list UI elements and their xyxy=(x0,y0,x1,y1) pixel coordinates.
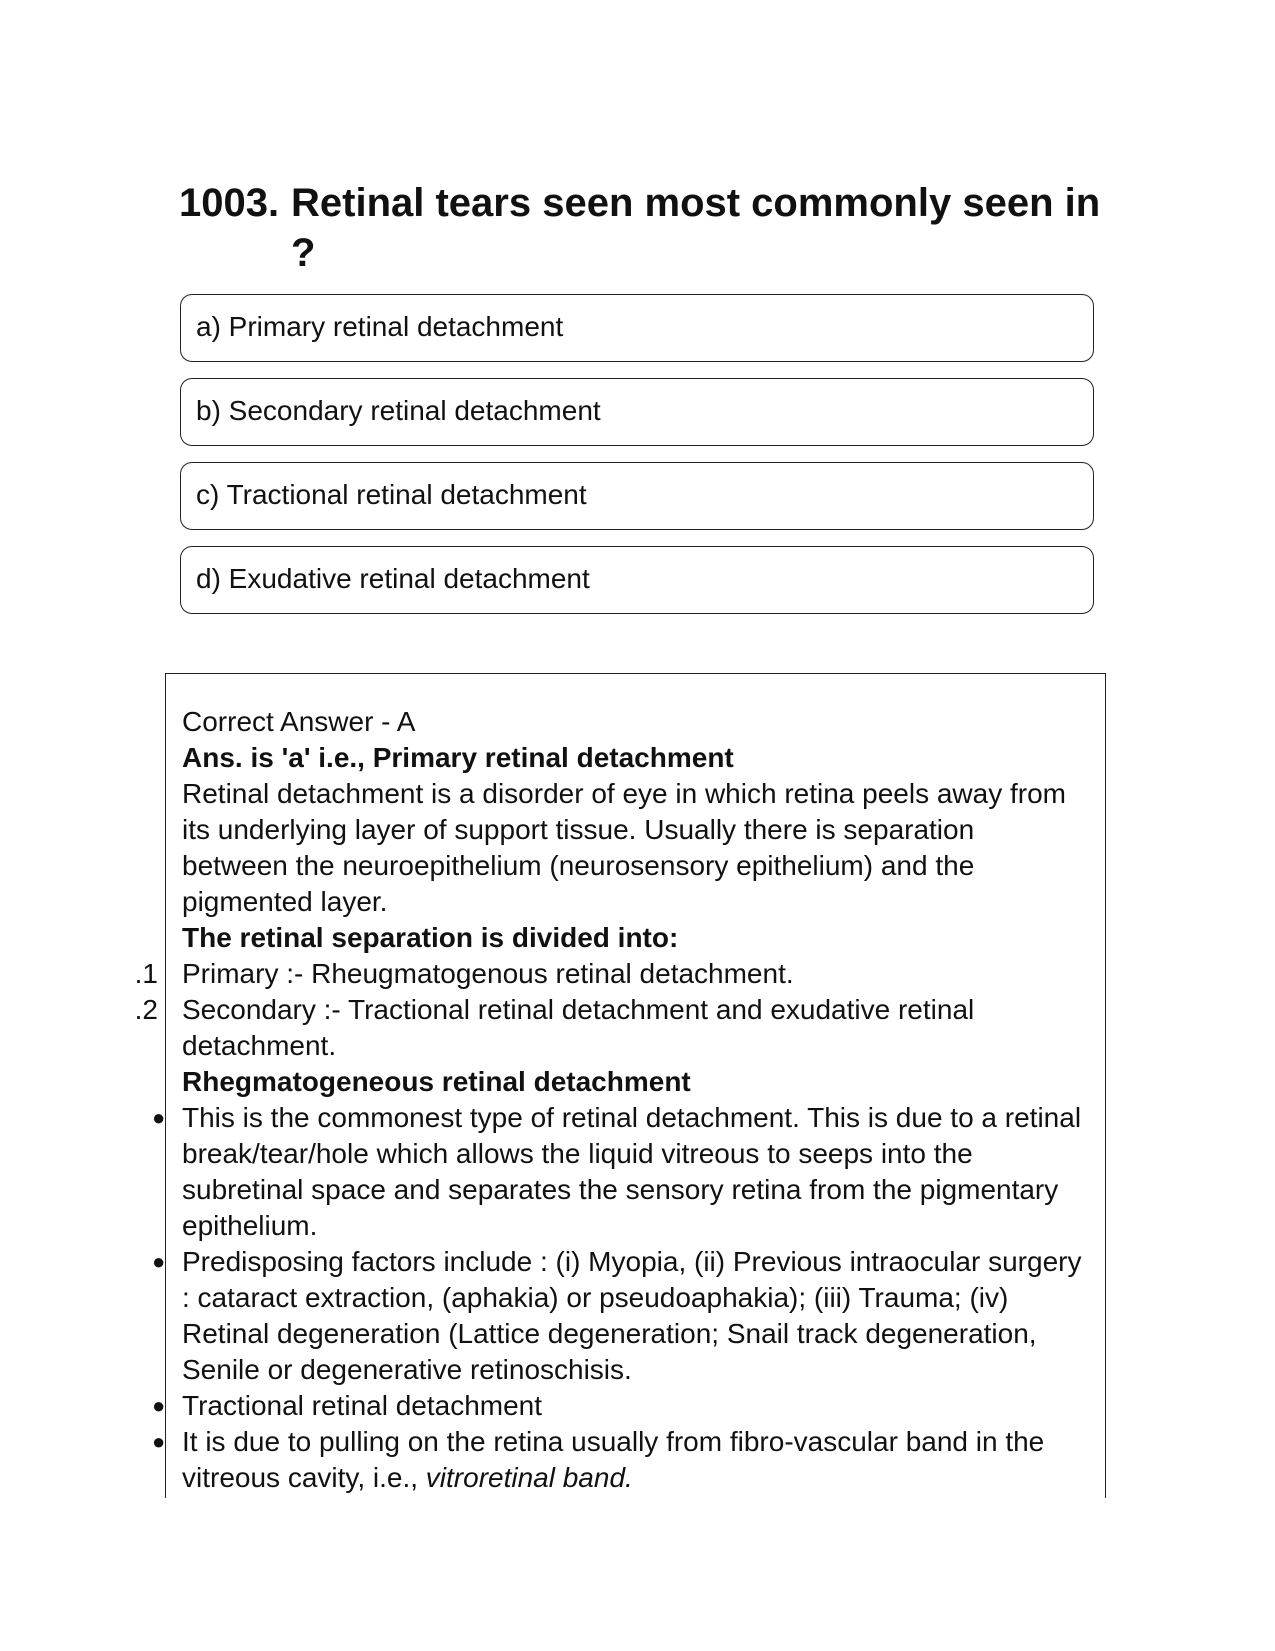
answer-intro: Retinal detachment is a disorder of eye in which retina peels away from its underlying layer of support tissue. Usually there is separation between the neuroepithelium (neurosensory epithelium) and the pigmented layer. xyxy=(182,778,1066,917)
option-b[interactable]: b) Secondary retinal detachment xyxy=(180,378,1094,446)
bullet-item xyxy=(152,1388,1087,1424)
answer-content xyxy=(134,704,1087,1496)
division-item-text: Secondary :- Tractional retinal detachment and exudative retinal detachment. xyxy=(182,994,975,1061)
rhegmatogenous-heading: Rhegmatogeneous retinal detachment xyxy=(182,1066,691,1097)
bullet-text: It is due to pulling on the retina usually from fibro-vascular band in the vitreous cavity, i.e., xyxy=(182,1426,1045,1493)
bullet-item xyxy=(152,1424,1087,1496)
option-c[interactable]: c) Tractional retinal detachment xyxy=(180,462,1094,530)
bullet-text: Predisposing factors include : (i) Myopia, (ii) Previous intraocular surgery : cataract extraction, (aphakia) or pseudoaphakia); (iii) Trauma; (iv) Retinal degeneration (Lattice degeneration; Snail track degeneration, Senile or degenerative retinoschisis. xyxy=(182,1246,1082,1385)
list-number: 2. xyxy=(134,994,158,1025)
bullet-text: Tractional retinal detachment xyxy=(182,1390,543,1421)
question-heading xyxy=(179,178,1109,278)
option-a[interactable]: a) Primary retinal detachment xyxy=(180,294,1094,362)
question-number: 1003. xyxy=(179,181,280,225)
options-list xyxy=(180,294,1094,630)
list-number: 1. xyxy=(134,958,158,989)
question-text: Retinal tears seen most commonly seen in ? xyxy=(291,181,1101,275)
bullet-icon: ● xyxy=(152,1249,166,1274)
division-item-text: Primary :- Rheugmatogenous retinal detachment. xyxy=(182,958,794,989)
bullet-icon: ● xyxy=(152,1429,166,1454)
answer-explanation-box xyxy=(134,673,1106,1498)
bullet-icon: ● xyxy=(152,1393,166,1418)
bullet-item xyxy=(152,1244,1087,1388)
bullet-icon: ● xyxy=(152,1105,166,1130)
bullet-text: This is the commonest type of retinal detachment. This is due to a retinal break/tear/hole which allows the liquid vitreous to seeps into the subretinal space and separates the sensory retina from the pigmentary epithelium. xyxy=(182,1102,1082,1241)
answer-heading: Ans. is 'a' i.e., Primary retinal detachment xyxy=(182,742,734,773)
bullet-italic-text: vitroretinal band. xyxy=(425,1462,633,1493)
bullet-item xyxy=(152,1100,1087,1244)
division-item-primary xyxy=(134,956,1087,992)
division-heading: The retinal separation is divided into: xyxy=(182,922,679,953)
division-item-secondary xyxy=(134,992,1087,1064)
option-d[interactable]: d) Exudative retinal detachment xyxy=(180,546,1094,614)
correct-answer: Correct Answer - A xyxy=(182,706,416,737)
